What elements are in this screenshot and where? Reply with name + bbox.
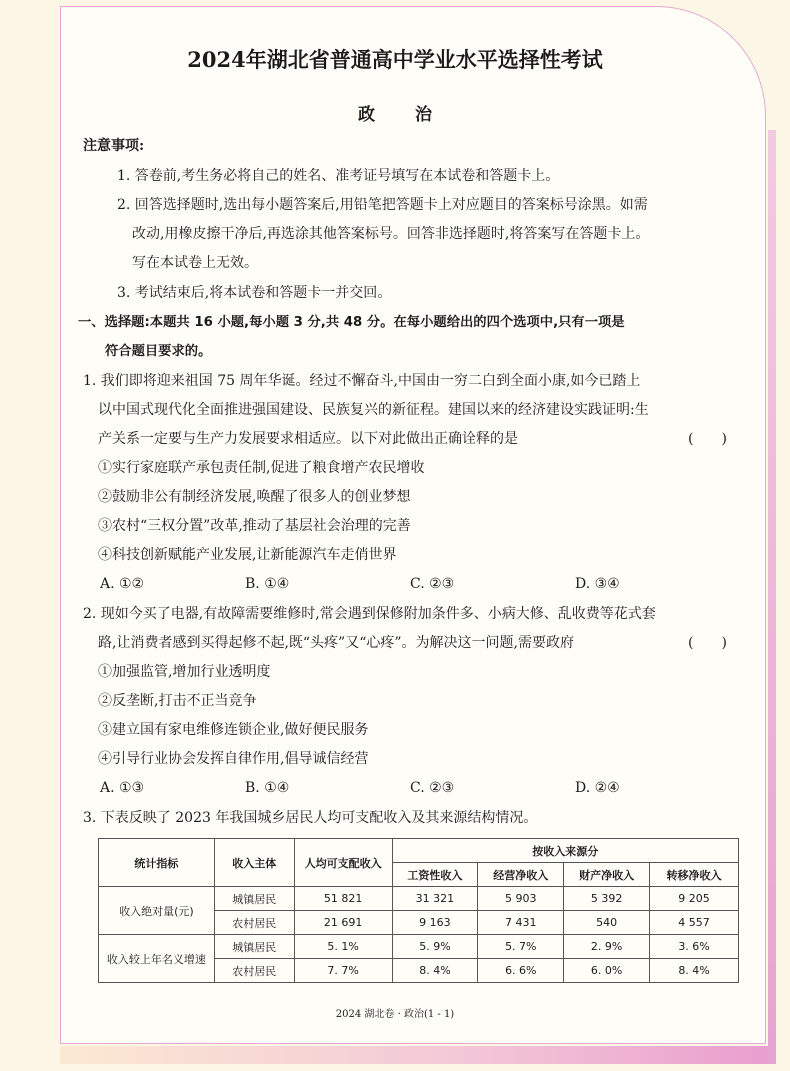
cell-business: 6. 6% (478, 959, 564, 983)
cell-subject: 城镇居民 (214, 935, 294, 959)
cell-transfer: 4 557 (650, 911, 739, 935)
cell-disposable: 7. 7% (294, 959, 392, 983)
q2-item: ③建立国有家电维修连锁企业,做好便民服务 (98, 722, 369, 738)
table-row (99, 887, 739, 911)
section-heading: 一、选择题:本题共 16 小题,每小题 3 分,共 48 分。在每小题给出的四个选项中,只有一项是 (78, 315, 625, 330)
q2-option-b: B. ①④ (245, 780, 290, 796)
cell-property: 2. 9% (564, 935, 650, 959)
header-business: 经营净收入 (478, 863, 564, 887)
cell-disposable: 51 821 (294, 887, 392, 911)
notice-item: 改动,用橡皮擦干净后,再选涂其他答案标号。回答非选择题时,将答案写在答题卡上。 (132, 226, 650, 242)
group-label: 收入绝对量(元) (99, 887, 215, 935)
notice-item: 3. 考试结束后,将本试卷和答题卡一并交回。 (117, 285, 392, 301)
q2-stem: 2. 现如今买了电器,有故障需要维修时,常会遇到保修附加条件多、小病大修、乱收费等花式套 (83, 606, 656, 622)
header-wage: 工资性收入 (392, 863, 478, 887)
cell-property: 6. 0% (564, 959, 650, 983)
q2-item: ②反垄断,打击不正当竞争 (98, 693, 257, 709)
q1-stem: 产关系一定要与生产力发展要求相适应。以下对此做出正确诠释的是 (98, 431, 518, 447)
page-footer: 2024 湖北卷 · 政治(1 - 1) (335, 1009, 455, 1020)
q1-option-a: A. ①② (100, 576, 145, 592)
notice-item: 2. 回答选择题时,选出每小题答案后,用铅笔把答题卡上对应题目的答案标号涂黑。如需 (117, 197, 648, 213)
notice-item: 1. 答卷前,考生务必将自己的姓名、准考证号填写在本试卷和答题卡上。 (117, 168, 560, 184)
cell-business: 7 431 (478, 911, 564, 935)
cell-subject: 农村居民 (214, 911, 294, 935)
cell-business: 5. 7% (478, 935, 564, 959)
header-indicator: 统计指标 (99, 839, 215, 887)
cell-business: 5 903 (478, 887, 564, 911)
decorative-bottom-strip (60, 1046, 772, 1064)
cell-disposable: 5. 1% (294, 935, 392, 959)
income-table (98, 838, 739, 983)
q2-option-c: C. ②③ (410, 780, 455, 796)
q1-item: ②鼓励非公有制经济发展,唤醒了很多人的创业梦想 (98, 489, 411, 505)
q1-item: ③农村“三权分置”改革,推动了基层社会治理的完善 (98, 518, 411, 534)
q1-option-c: C. ②③ (410, 576, 455, 592)
header-disposable: 人均可支配收入 (294, 839, 392, 887)
group-label: 收入较上年名义增速 (99, 935, 215, 983)
q1-item: ①实行家庭联产承包责任制,促进了粮食增产农民增收 (98, 460, 425, 476)
cell-wage: 9 163 (392, 911, 478, 935)
q2-stem: 路,让消费者感到买得起修不起,既“头疼”又“心疼”。为解决这一问题,需要政府 (98, 635, 574, 651)
header-source: 按收入来源分 (392, 839, 739, 863)
q1-item: ④科技创新赋能产业发展,让新能源汽车走俏世界 (98, 547, 397, 563)
q1-stem: 以中国式现代化全面推进强国建设、民族复兴的新征程。建国以来的经济建设实践证明:生 (98, 402, 649, 418)
q2-option-a: A. ①③ (100, 780, 145, 796)
cell-wage: 5. 9% (392, 935, 478, 959)
q3-stem: 3. 下表反映了 2023 年我国城乡居民人均可支配收入及其来源结构情况。 (83, 810, 538, 826)
notice-item: 写在本试卷上无效。 (132, 255, 258, 271)
cell-transfer: 9 205 (650, 887, 739, 911)
cell-subject: 城镇居民 (214, 887, 294, 911)
notice-heading: 注意事项: (83, 138, 145, 154)
cell-subject: 农村居民 (214, 959, 294, 983)
cell-wage: 8. 4% (392, 959, 478, 983)
decorative-right-strip (768, 130, 776, 1064)
table-row (99, 935, 739, 959)
cell-transfer: 8. 4% (650, 959, 739, 983)
q1-stem: 1. 我们即将迎来祖国 75 周年华诞。经过不懈奋斗,中国由一穷二白到全面小康,如今已踏上 (83, 373, 641, 389)
q1-option-d: D. ③④ (575, 576, 620, 592)
q1-answer-blank: ( ) (688, 431, 727, 447)
q1-option-b: B. ①④ (245, 576, 290, 592)
header-transfer: 转移净收入 (650, 863, 739, 887)
q2-item: ④引导行业协会发挥自律作用,倡导诚信经营 (98, 751, 369, 767)
header-property: 财产净收入 (564, 863, 650, 887)
section-heading-cont: 符合题目要求的。 (105, 344, 212, 359)
table-header-row (99, 839, 739, 863)
exam-title: 2024年湖北省普通高中学业水平选择性考试 (187, 47, 603, 72)
q2-item: ①加强监管,增加行业透明度 (98, 664, 271, 680)
cell-disposable: 21 691 (294, 911, 392, 935)
cell-property: 5 392 (564, 887, 650, 911)
cell-wage: 31 321 (392, 887, 478, 911)
header-subject: 收入主体 (214, 839, 294, 887)
subject-title: 政治 (358, 105, 472, 125)
cell-transfer: 3. 6% (650, 935, 739, 959)
q2-answer-blank: ( ) (688, 635, 727, 651)
cell-property: 540 (564, 911, 650, 935)
q2-option-d: D. ②④ (575, 780, 620, 796)
